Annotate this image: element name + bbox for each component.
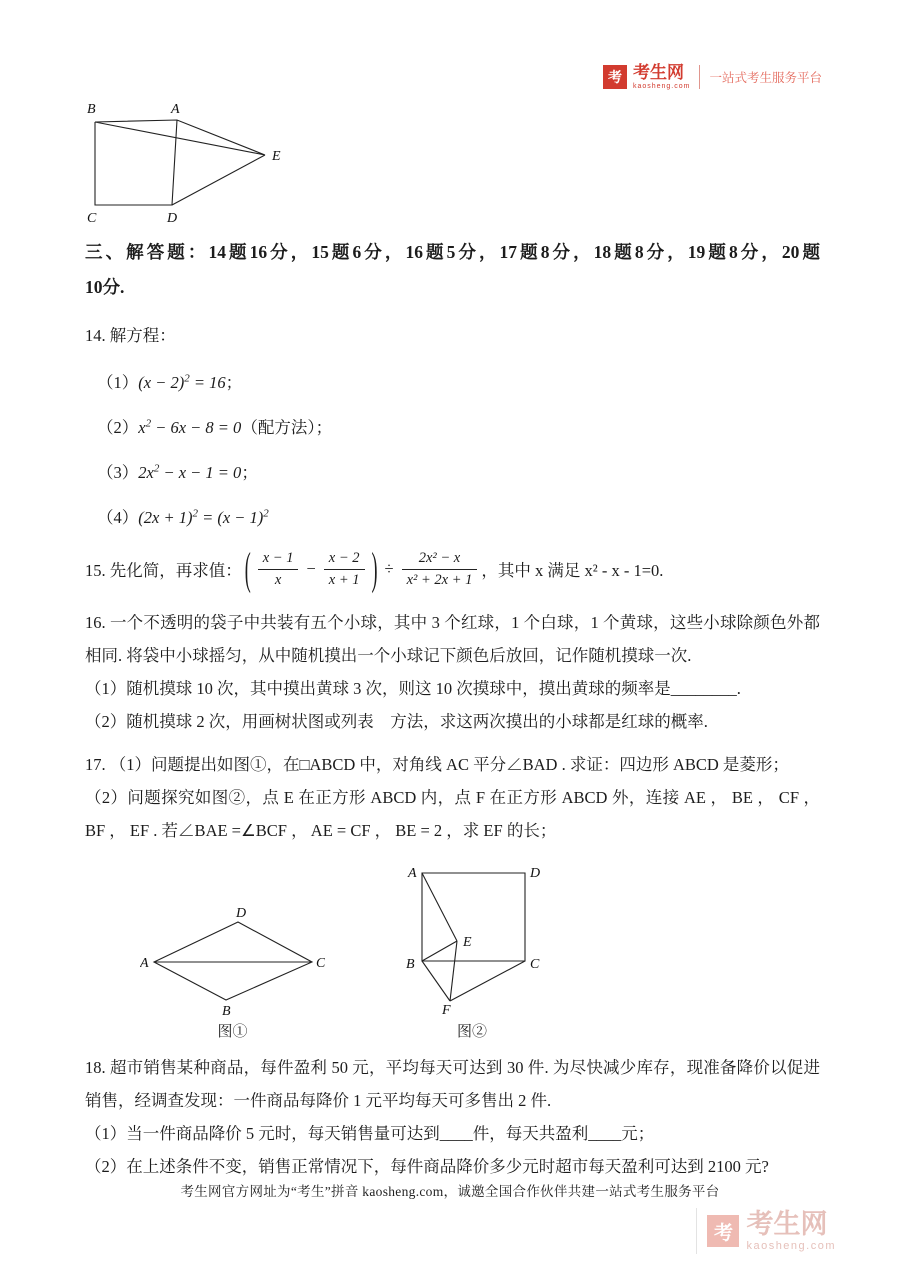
square-edges [422, 873, 525, 1001]
watermark-logo-glyph: 考 [713, 1222, 733, 1244]
point-label-D: D [236, 906, 247, 922]
fraction-2 [324, 550, 365, 588]
kaosheng-logo-icon [603, 65, 627, 89]
numerator: 2x² − x [402, 550, 478, 570]
brand-name: 考生网 [632, 63, 684, 82]
q16-part1: （1）随机摸球 10 次，其中摸出黄球 3 次，则这 10 次摸球中，摸出黄球的频率是________. [85, 679, 741, 699]
q18-stem: 18. 超市销售某种商品，每件盈利 50 元，平均每天可达到 30 件. 为尽快减少库存，现准备降价以促进销售，经调查发现：一件商品每降价 1 元平均每天可多售出 2 件. [85, 1058, 820, 1111]
formula-tail: ； [225, 373, 243, 392]
watermark-brand: 考生网 [746, 1208, 828, 1239]
close-paren: ) [371, 542, 378, 593]
q14-part3 [97, 459, 820, 483]
fraction-3 [402, 550, 478, 588]
formula: 2x [138, 463, 154, 482]
formula-tail: ； [241, 463, 258, 482]
section-heading-line1: 三、解答题：14题16分，15题6分，16题5分，17题8分，18题8分，19题8分，20题 [85, 242, 820, 262]
footer-text: 考生网官方网址为“考生”拼音 kaosheng.com，诚邀全国合作伙伴共建一站式考生服务平台 [180, 1184, 720, 1199]
part-label: （1） [97, 373, 139, 392]
denominator: x² + 2x + 1 [406, 571, 473, 588]
watermark [696, 1208, 836, 1254]
q17-figures [140, 861, 820, 1041]
denominator: x [274, 571, 282, 588]
brand-domain: kaosheng.com [632, 83, 691, 90]
figure-2-caption: 图② [456, 1024, 487, 1041]
top-geometry-figure [85, 100, 295, 225]
q14-stem: 14. 解方程： [85, 326, 176, 345]
part-label: （2） [97, 418, 139, 437]
divide-operator: ÷ [384, 559, 394, 579]
q18-part1: （1）当一件商品降价 5 元时，每天销售量可达到____件，每天共盈利____元； [85, 1124, 655, 1144]
brand-text [633, 64, 691, 90]
point-label-B: B [87, 102, 96, 117]
point-label-C: C [530, 957, 540, 973]
figure-edges [95, 120, 265, 205]
section-heading [85, 235, 820, 305]
exponent: 2 [263, 507, 269, 520]
rhombus-figure [140, 906, 325, 1016]
q15-line [85, 542, 820, 593]
q16-stem: 16. 一个不透明的袋子中共装有五个小球，其中 3 个红球，1 个白球，1 个黄球，这些小球除颜色外都相同. 将袋中小球摇匀，从中随机摸出一个小球记下颜色后放回，记作随机摸球一次. [85, 613, 820, 666]
section-heading-line2: 10分. [85, 277, 125, 297]
figure-1-caption: 图① [217, 1024, 248, 1041]
watermark-logo-icon [707, 1215, 739, 1247]
q14-part1 [97, 369, 820, 393]
formula: = (x − 1) [197, 508, 264, 527]
formula: = 16 [189, 373, 226, 392]
point-label-B: B [406, 957, 415, 973]
point-label-E: E [272, 149, 281, 164]
point-label-A: A [171, 102, 180, 117]
watermark-divider [696, 1208, 697, 1254]
formula: − x − 1 = 0 [159, 463, 242, 482]
point-label-D: D [530, 866, 541, 882]
figure-2-block [397, 861, 547, 1041]
q18-part2: （2）在上述条件不变，销售正常情况下，每件商品降价多少元时超市每天盈利可达到 2100 元? [85, 1157, 769, 1177]
point-label-F: F [442, 1003, 451, 1017]
brand-tagline: 一站式考生服务平台 [709, 71, 822, 85]
formula-tail: （配方法）； [241, 418, 333, 437]
point-label-D: D [167, 211, 178, 225]
fraction-1 [258, 550, 299, 588]
q14-part4 [97, 504, 820, 528]
point-label-E: E [463, 935, 472, 951]
q15-prefix: 15. 先化简，再求值： [85, 561, 242, 581]
exponent: 2 [145, 417, 152, 430]
q17-part2: （2）问题探究如图②，点 E 在正方形 ABCD 内，点 F 在正方形 ABCD 外，连接 AE ， BE ， CF ， BF ， EF . 若∠BAE =∠BCF ， AE = CF ， BE = 2 ，求 EF 的长； [85, 788, 820, 841]
header [603, 64, 822, 90]
part-label: （4） [97, 508, 139, 527]
brand-divider [699, 65, 700, 89]
figure-1-block [140, 906, 325, 1041]
q17-part1: 17. （1）问题提出如图①，在□ABCD 中，对角线 AC 平分∠BAD . 求证：四边形 ABCD 是菱形； [85, 755, 789, 775]
part-label: （3） [97, 463, 139, 482]
square-figure [397, 861, 547, 1016]
formula: − 6x − 8 = 0 [151, 418, 242, 437]
numerator: x − 2 [324, 550, 365, 570]
q16-part2: （2）随机摸球 2 次，用画树状图或列表 方法，求这两次摸出的小球都是红球的概率. [85, 712, 708, 732]
open-paren: ( [244, 542, 251, 593]
formula: x [138, 418, 146, 437]
watermark-domain: kaosheng.com [746, 1239, 836, 1252]
minus-operator: − [306, 559, 316, 579]
point-label-A: A [408, 866, 417, 882]
numerator: x − 1 [258, 550, 299, 570]
point-label-A: A [140, 956, 149, 972]
formula: (2x + 1) [138, 508, 193, 527]
point-label-C: C [87, 211, 97, 225]
point-label-C: C [316, 956, 325, 972]
q15-suffix: ，其中 x 满足 x² - x - 1=0. [481, 561, 664, 581]
exponent: 2 [153, 462, 160, 475]
q14-part2 [97, 414, 820, 438]
rhombus-edges [154, 922, 312, 1000]
exponent: 2 [192, 507, 198, 520]
point-label-B: B [222, 1004, 231, 1017]
formula: (x − 2) [138, 373, 185, 392]
exponent: 2 [184, 372, 190, 385]
logo-glyph: 考 [607, 69, 622, 85]
watermark-text [746, 1208, 836, 1252]
denominator: x + 1 [328, 571, 360, 588]
